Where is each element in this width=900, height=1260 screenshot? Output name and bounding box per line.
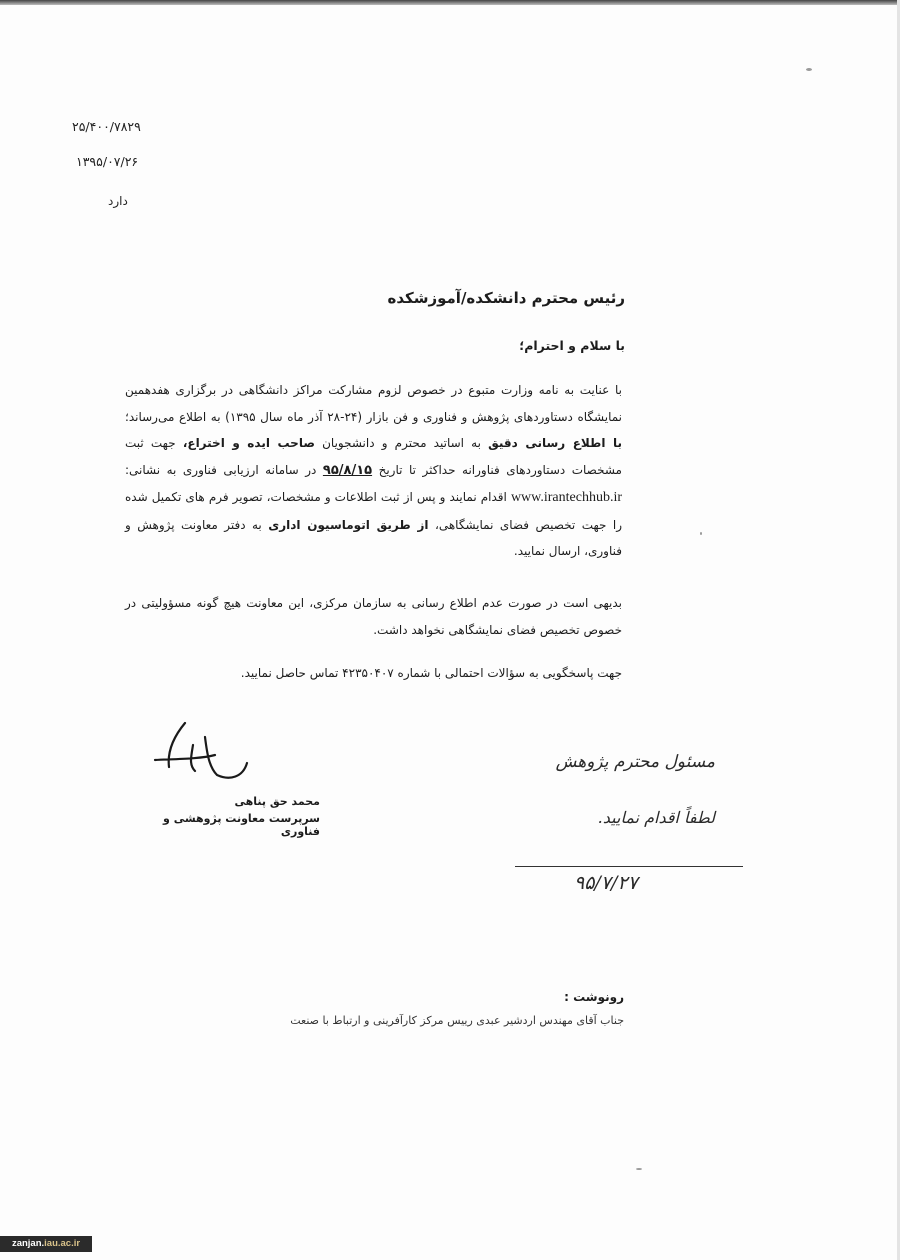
handwritten-line-1: مسئول محترم پژوهش [555,752,715,772]
handwritten-line-2: لطفاً اقدام نمایید. [597,808,715,827]
website-url: www.irantechhub.ir [510,490,622,505]
p1-bold-h: از طریق اتوماسیون اداری [268,517,429,532]
signer-name: محمد حق پناهی [234,795,320,808]
handwritten-date: ۹۵/۷/۲۷ [574,872,638,894]
paragraph-main [125,377,622,565]
p1-text-a: با عنایت به نامه وزارت متبوع در خصوص لزوم مشارکت مراکز دانشگاهی در برگزاری هفدهمین نمایشگاه دستاوردهای پژوهش و فناوری و فن بازار (۲۴-۲۸ آذر ماه سال ۱۳۹۵) به اطلاع می‌رساند؛ [125,383,623,424]
p1-text-c: به اساتید محترم و دانشجویان [322,436,481,450]
greeting: با سلام و احترام؛ [519,338,625,353]
letter-attachment: دارد [108,194,128,208]
p1-bold-b: با اطلاع رسانی دقیق [488,436,622,450]
scan-speck [806,68,812,71]
deadline-date: ۹۵/۸/۱۵ [322,462,373,478]
cc-label: رونوشت : [564,990,624,1004]
scan-speck [636,1168,642,1170]
signer-title: سرپرست معاونت پژوهشی و فناوری [163,812,320,838]
letter-number: ۲۵/۴۰۰/۷۸۲۹ [72,119,141,134]
watermark-suffix: iau.ac.ir [44,1238,81,1249]
scan-top-edge [0,0,900,5]
p1-text-f: در سامانه ارزیابی فناوری به نشانی: [125,462,317,477]
site-watermark [0,1236,92,1252]
signature-scribble [145,715,255,795]
letter-date: ۱۳۹۵/۰۷/۲۶ [76,154,139,169]
cc-recipient: جناب آقای مهندس اردشیر عبدی رییس مرکز کارآفرینی و ارتباط با صنعت [290,1014,624,1027]
p1-text-i: به دفتر معاونت پژوهش و فناوری، ارسال نمایید. [125,517,622,558]
scan-speck [700,532,702,535]
p1-text-g: اقدام نمایند و پس از ثبت اطلاعات و مشخصات، تصویر فرم های تکمیل شده را جهت تخصیص فضای نمایشگاهی، [125,490,622,532]
handwritten-divider [515,866,743,867]
paragraph-responsibility: بدیهی است در صورت عدم اطلاع رسانی به سازمان مرکزی، این معاونت هیچ گونه مسؤولیتی در خصوص تخصیص فضای نمایشگاهی نخواهد داشت. [125,596,622,637]
p1-bold-d: صاحب ایده و اختراع، [182,436,315,450]
paragraph-contact: جهت پاسخگویی به سؤالات احتمالی با شماره ۴۲۳۵۰۴۰۷ تماس حاصل نمایید. [240,666,622,680]
watermark-prefix: zanjan. [11,1238,45,1249]
p1-text-e: جهت ثبت مشخصات دستاوردهای فناورانه حداکثر تا تاریخ [125,436,622,477]
recipient-heading: رئیس محترم دانشکده/آموزشکده [387,289,625,307]
